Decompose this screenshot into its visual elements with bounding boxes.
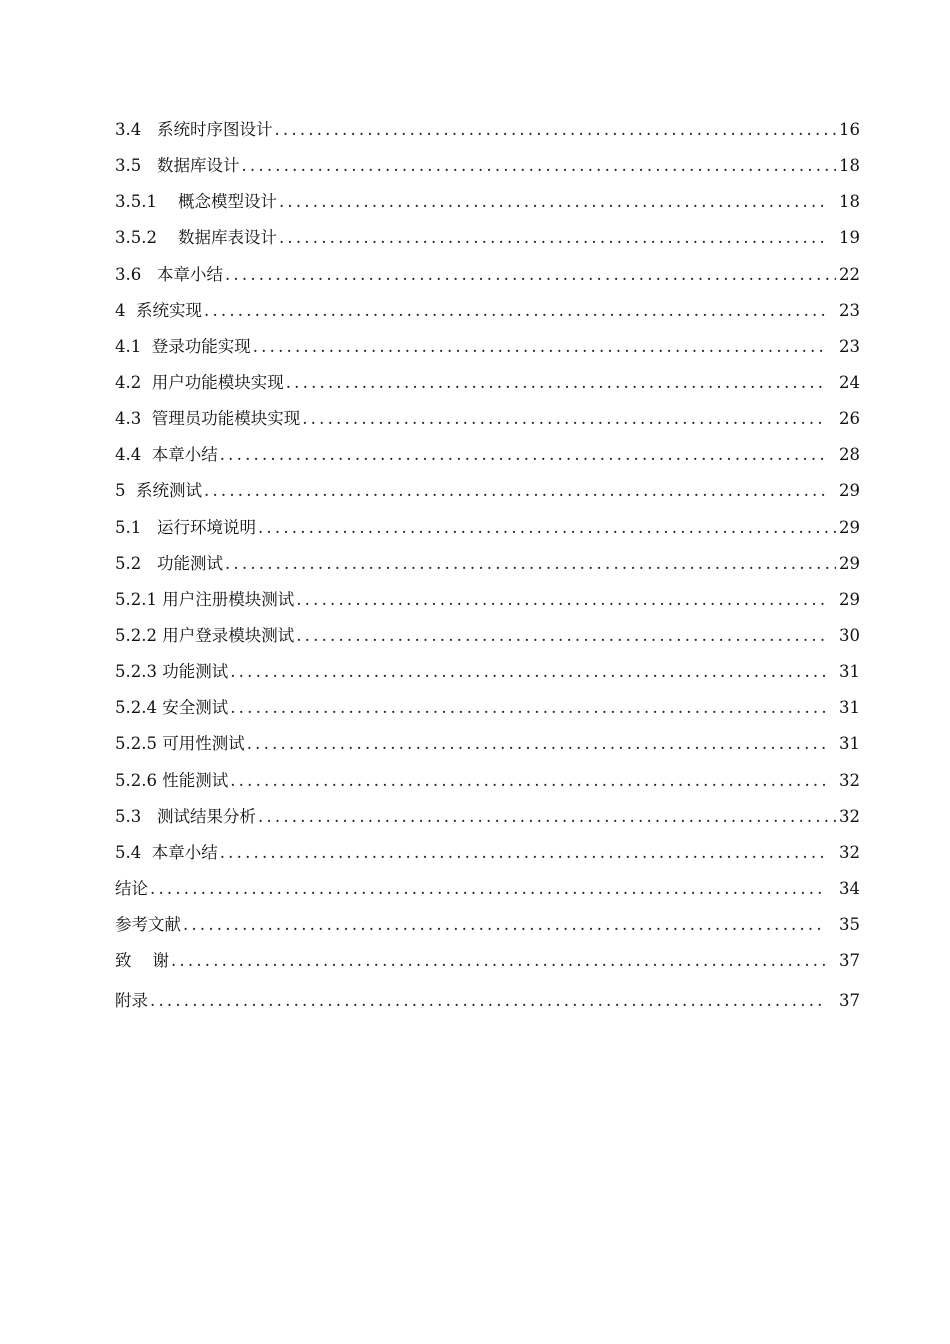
toc-entry-3-4[interactable] <box>115 116 860 152</box>
toc-entry-title: 4.3 管理员功能模块实现 <box>115 409 301 429</box>
toc-entry-5-2-1[interactable] <box>115 586 860 622</box>
toc-entry-page: 29 <box>839 553 860 573</box>
toc-entry-page: 23 <box>839 300 860 320</box>
dot-leader <box>204 297 826 325</box>
dot-leader <box>274 116 836 144</box>
toc-entry-page: 26 <box>839 409 860 429</box>
toc-entry-page: 32 <box>839 806 860 826</box>
toc-entry-page: 35 <box>839 915 860 935</box>
dot-leader <box>253 333 826 361</box>
dot-leader <box>296 622 826 650</box>
toc-entry-5-2[interactable] <box>115 550 860 586</box>
toc-entry-5-2-3[interactable] <box>115 658 860 694</box>
dot-leader <box>171 947 826 975</box>
toc-entry-page: 29 <box>839 517 860 537</box>
dot-leader <box>225 261 836 289</box>
toc-entry-page: 37 <box>839 991 860 1011</box>
dot-leader <box>230 694 826 722</box>
toc-entry-page: 29 <box>839 589 860 609</box>
dot-leader <box>302 405 826 433</box>
toc-entry-title: 5.3 测试结果分析 <box>115 806 256 826</box>
dot-leader <box>230 767 826 795</box>
toc-entry-page: 32 <box>839 842 860 862</box>
toc-entry-page: 18 <box>839 156 860 176</box>
toc-entry-title: 4.1 登录功能实现 <box>115 336 251 356</box>
toc-entry-4[interactable] <box>115 297 860 333</box>
toc-entry-4-3[interactable] <box>115 405 860 441</box>
toc-entry-4-1[interactable] <box>115 333 860 369</box>
dot-leader <box>279 188 826 216</box>
dot-leader <box>241 152 836 180</box>
toc-entry-title: 5.2.5 可用性测试 <box>115 734 245 754</box>
toc-entry-page: 37 <box>839 951 860 971</box>
toc-entry-page: 24 <box>839 372 860 392</box>
toc-entry-title: 参考文献 <box>115 915 181 935</box>
toc-entry-5-2-4[interactable] <box>115 694 860 730</box>
dot-leader <box>220 839 826 867</box>
toc-entry-title: 4 系统实现 <box>115 300 202 320</box>
toc-entry-4-2[interactable] <box>115 369 860 405</box>
toc-entry-page: 28 <box>839 445 860 465</box>
toc-entry-title: 3.5.2 数据库表设计 <box>115 228 277 248</box>
toc-entry-page: 22 <box>839 264 860 284</box>
dot-leader <box>204 477 826 505</box>
toc-entry-conclusion[interactable] <box>115 875 860 911</box>
toc-entry-page: 30 <box>839 625 860 645</box>
toc-entry-title: 3.5.1 概念模型设计 <box>115 192 277 212</box>
toc-entry-5-3[interactable] <box>115 803 860 839</box>
toc-entry-page: 34 <box>839 878 860 898</box>
dot-leader <box>150 875 826 903</box>
toc-entry-title: 3.6 本章小结 <box>115 264 223 284</box>
toc-entry-3-5-2[interactable] <box>115 224 860 260</box>
toc-entry-page: 19 <box>839 228 860 248</box>
toc-entry-appendix[interactable] <box>115 983 860 1027</box>
toc-entry-title: 5.2.1 用户注册模块测试 <box>115 589 295 609</box>
toc-entry-page: 18 <box>839 192 860 212</box>
toc-entry-title: 5.2 功能测试 <box>115 553 223 573</box>
toc-entry-title: 5.2.6 性能测试 <box>115 770 229 790</box>
dot-leader <box>150 987 826 1015</box>
toc-entry-5-2-6[interactable] <box>115 767 860 803</box>
dot-leader <box>183 911 826 939</box>
toc-entry-page: 31 <box>839 662 860 682</box>
toc-entry-acknowledgements[interactable] <box>115 947 860 983</box>
toc-entry-page: 31 <box>839 698 860 718</box>
toc-entry-5[interactable] <box>115 477 860 513</box>
toc-entry-3-6[interactable] <box>115 261 860 297</box>
toc-entry-3-5[interactable] <box>115 152 860 188</box>
toc-entry-page: 29 <box>839 481 860 501</box>
dot-leader <box>225 550 836 578</box>
toc-entry-title: 致 谢 <box>115 951 169 971</box>
toc-entry-title: 3.5 数据库设计 <box>115 156 240 176</box>
toc-entry-title: 3.4 系统时序图设计 <box>115 120 273 139</box>
toc-entry-title: 4.2 用户功能模块实现 <box>115 372 284 392</box>
toc-entry-5-2-5[interactable] <box>115 730 860 766</box>
toc-entry-title: 4.4 本章小结 <box>115 445 218 465</box>
toc-entry-title: 5.4 本章小结 <box>115 842 218 862</box>
toc-entry-references[interactable] <box>115 911 860 947</box>
toc-entry-title: 5.2.3 功能测试 <box>115 662 229 682</box>
dot-leader <box>220 441 826 469</box>
toc-entry-title: 5.1 运行环境说明 <box>115 517 256 537</box>
dot-leader <box>286 369 826 397</box>
toc-entry-title: 附录 <box>115 991 148 1011</box>
toc-entry-title: 5.2.4 安全测试 <box>115 698 229 718</box>
toc-entry-title: 结论 <box>115 878 148 898</box>
toc-entry-page: 32 <box>839 770 860 790</box>
toc-entry-page: 23 <box>839 336 860 356</box>
dot-leader <box>258 514 836 542</box>
toc-entry-page: 16 <box>839 120 860 139</box>
toc-entry-5-4[interactable] <box>115 839 860 875</box>
toc-entry-title: 5 系统测试 <box>115 481 202 501</box>
dot-leader <box>279 224 826 252</box>
table-of-contents <box>115 116 860 1027</box>
dot-leader <box>296 586 826 614</box>
toc-entry-page: 31 <box>839 734 860 754</box>
dot-leader <box>247 730 826 758</box>
dot-leader <box>230 658 826 686</box>
toc-entry-4-4[interactable] <box>115 441 860 477</box>
toc-entry-3-5-1[interactable] <box>115 188 860 224</box>
toc-entry-title: 5.2.2 用户登录模块测试 <box>115 625 295 645</box>
dot-leader <box>258 803 836 831</box>
toc-entry-5-1[interactable] <box>115 514 860 550</box>
toc-entry-5-2-2[interactable] <box>115 622 860 658</box>
